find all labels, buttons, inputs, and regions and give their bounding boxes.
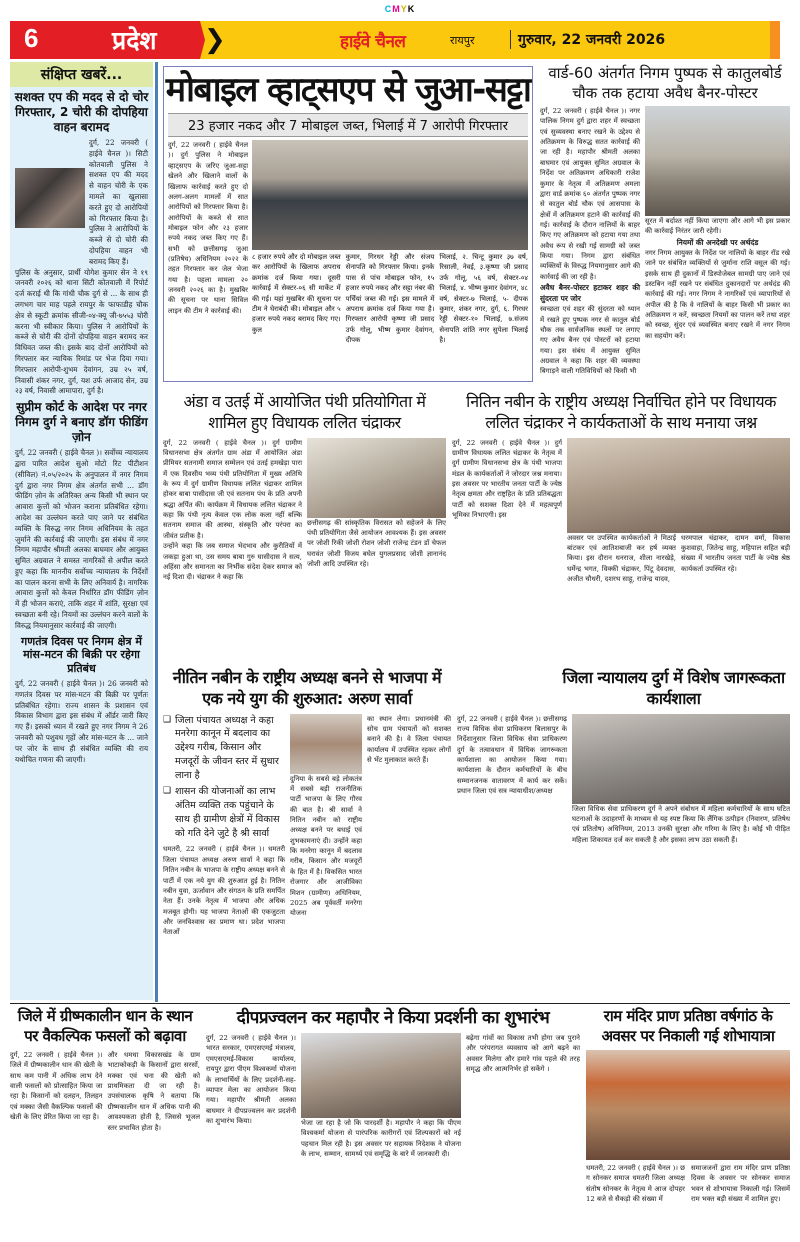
section-banner — [10, 21, 205, 59]
section-divider — [10, 1003, 790, 1004]
lead-story — [163, 66, 533, 382]
lead-column: दुर्ग, 22 जनवरी ( हाईवे चैनल )। दुर्ग पुलिस ने मोबाइल व्हाट्सएप के जरिए जुआ-सट्टा खेलने और खिलाने वालों के खिलाफ कार्रवाई करते हुए दो अलग-अलग मामलों में सात आरोपियों को गिरफ्तार किया है। आरोपियों के कब्जे से सात मोबाइल फोन और २३ हजार रुपये नकद जब्त किए गए हैं। सभी को छत्तीसगढ़ जुआ (प्रतिषेध) अधिनियम २०२२ के तहत गिरफ्तार कर जेल भेजा गया है। पहला मामला २० जनवरी २०२६ का है। मुखबिर की सूचना पर थाना सिविल लाइन की टीम ने कार्रवाई की। — [168, 141, 248, 315]
ward-body: नगर निगम आयुक्त के निर्देश पर नालियों के बाहर रॉड रखे जाने पर संबंधित व्यक्तियों से जुर्माना राशि वसूल की गई। इसके साथ ही दुकानों में डिस्पोजेबल सामग्री पाए जाने एवं डस्टबिन नहीं रखने पर संबंधित दुकानदारों पर अर्थदंड की कार्रवाई की गई। नगर निगम ने नागरिकों एवं व्यापारियों से अपील की है कि वे नालियों के बाहर किसी भी प्रकार का अतिक्रमण न करें, स्वच्छता नियमों का पालन करें तथा शहर को स्वच्छ, सुंदर एवं व्यवस्थित बनाए रखने में नगर निगम का सहयोग करें। — [645, 248, 790, 340]
dhan-story — [10, 1007, 200, 1237]
dhan-column: और धमधा विकासखंड के ग्राम भाटाकोकड़ी के किसानों द्वारा सरसों, मक्का एवं चना की खेती को प्राथमिकता दी जा रही है। उपसंचालक कृषि ने बताया कि ग्रीष्मकालीन धान में अधिक पानी की आवश्यकता होती है, जिससे भूजल स्तर प्रभावित होता है। — [107, 1051, 200, 1132]
deep-headline: दीपप्रज्वलन कर महापौर ने किया प्रदर्शनी का शुभारंभ — [236, 1008, 550, 1028]
masthead — [10, 21, 780, 59]
brief-body: पुलिस के अनुसार, प्रार्थी योगेश कुमार सेन ने १९ जनवरी २०२६ को थाना सिटी कोतवाली में रिपोर्ट दर्ज कराई थी कि गांधी चौक दुर्ग से ... के साथ ही लगभग चार माह पहले रायपुर के फाफाडीह चौक क्षेत्र से स्कूटी क्रमांक सीजी-०४-क्यू जी-७५५३ चोरी करना भी स्वीकार किया। पुलिस ने आरोपियों के कब्जे से चोरी की दोनों दोपहिया वाहन बरामद कर विधिवत जब्त की। इसके बाद दोनों आरोपियों को गिरफ्तार कर न्यायिक रिमांड पर भेज दिया गया। गिरफ्तार आरोपी-शुभम देवांगन, उम्र २५ वर्ष, निवासी शंकर नगर, दुर्ग, यश उर्फ आजाद सेन, उम्र २३ वर्ष, निवासी आमापारा, दुर्ग है। — [15, 267, 148, 396]
panthi-photo — [307, 438, 446, 518]
sarva-column: धमतरी, 22 जनवरी ( हाईवे चैनल )। धमतरी जिला पंचायत अध्यक्ष अरुण सार्वा ने कहा कि नितिन नबीन के भाजपा के राष्ट्रीय अध्यक्ष बनने से पार्टी में एक नये युग की शुरुआत हुई है। नितिन नबीन युवा, ऊर्जावान और संगठन के प्रति समर्पित नेता हैं। उनके नेतृत्व में भाजपा और अधिक मजबूत होगी। यह भाजपा नेताओं की एकजुटता और जनविश्वास का प्रमाण था। प्रदेश भाजपा नेताओं — [163, 845, 285, 937]
briefs-column — [10, 62, 153, 1000]
brief-intro: दुर्ग, 22 जनवरी ( हाईवे चैनल )। सिटी कोतवाली पुलिस ने सशक्त एप की मदद से वाहन चोरी के एक मामले का खुलासा करते हुए दो आरोपियों को गिरफ्तार किया है। पुलिस ने आरोपियों के कब्जे से दो चोरी की दोपहिया वाहन भी बरामद किए हैं। — [89, 138, 148, 266]
ward-body: स्वच्छता एवं शहर की सुंदरता को ध्यान में रखते हुए पुष्पक नगर से कातुल बोर्ड चौक तक सार्वजनिक स्थलों पर लगाए गए अवैध बैनर एवं पोस्टरों को हटाया गया। इस संबंध में आयुक्त सुमित अग्रवाल ने कहा कि शहर की व्यवस्था बिगाड़ने वाली गतिविधियों को किसी भी — [540, 305, 640, 376]
nitin-column: अवसर पर उपस्थित कार्यकर्ताओं ने मिठाई बांटकर एवं आतिशबाजी कर हर्ष व्यक्त किया। इस दौरान धनराज, शीला नारखेड़े, धर्मेन्द्र भगत, विक्की चंद्राकर, पिंटू देवदास, अजीत चौधरी, दशरथ साहू, राजेन्द्र यादव, — [567, 533, 676, 584]
nitin-column: दुर्ग, 22 जनवरी ( हाईवे चैनल )। दुर्ग ग्रामीण विधायक ललित चंद्राकर के नेतृत्व में दुर्ग ग्रामीण विधानसभा क्षेत्र के पंथी भाजपा मंडल के कार्यकर्ताओं ने जोरदार जश्न मनाया। इस अवसर पर भारतीय जनता पार्टी के ज्येष्ठ नेतृत्व क्षमता और राष्ट्रहित के प्रति प्रतिबद्धता पार्टी को सशक्त दिशा देने में महत्वपूर्ण भूमिका निभाएगी। इस — [452, 438, 562, 520]
brief-headline: सशक्त एप की मदद से दो चोर गिरफ्तार, 2 चोरी की दोपहिया वाहन बरामद — [14, 90, 149, 134]
court-column: दुर्ग, 22 जनवरी ( हाईवे चैनल )। छत्तीसगढ़ राज्य विधिक सेवा प्राधिकरण बिलासपुर के निर्देशानुसार जिला विधिक सेवा प्राधिकरण दुर्ग के तत्वावधान में विधिक जागरूकता कार्यशाला का आयोजन किया गया। कार्यशाला के दौरान कर्मचारियों के बीच सम्मानजनक वातावरण में कार्य कर सकें। प्रधान जिला एवं सत्र न्यायाधीश/अध्यक्ष — [457, 714, 567, 796]
masthead-accent — [770, 21, 780, 59]
print-mark-magenta: M — [392, 4, 401, 14]
ward-body: दुर्ग, 22 जनवरी ( हाईवे चैनल )। नगर पालिक निगम दुर्ग द्वारा शहर में स्वच्छता एवं सुव्यवस्था बनाए रखने के उद्देश्य से अतिक्रमण के विरुद्ध सतत कार्रवाई की जा रही है। महापौर श्रीमती अलका बाघमार एवं आयुक्त सुमित अग्रवाल के निर्देश पर अतिक्रमण अधिकारी राजेश कुमार के नेतृत्व में अतिक्रमण अमला द्वारा वार्ड क्रमांक ६० अंतर्गत पुष्पक नगर से कातुल बोर्ड चौक एवं आसपास के क्षेत्रों में अतिक्रमण हटाने की कार्रवाई की गई। कार्रवाई के दौरान नालियों के बाहर किए गए अतिक्रमण को हटाया गया तथा अवैध रूप से रखी गई सामग्री को जब्त किया गया। निगम द्वारा संबंधित व्यक्तियों के विरुद्ध नियमानुसार आगे की कार्रवाई की जा रही है। — [540, 107, 640, 281]
brief-headline: सुप्रीम कोर्ट के आदेश पर नगर निगम दुर्ग ने बनाए डॉग फीडिंग ज़ोन — [15, 400, 148, 445]
print-mark-yellow: Y — [400, 4, 408, 14]
edition-city: रायपुर — [450, 34, 475, 47]
sarva-column: दुनिया के सबसे बड़े लोकतंत्र में सबसे बड़ी राजनीतिक पार्टी भाजपा के लिए गौरव की बात है। श्री सार्वा ने नितिन नबीन को राष्ट्रीय अध्यक्ष बनने पर बधाई एवं शुभकामनाएं दी। उन्होंने कहा कि मनरेगा कानून में बदलाव गरीब, किसान और मजदूरों के हित में है। विकसित भारत रोजगार और आजीविका मिशन (ग्रामीण) अधिनियम, 2025 अब पूर्ववर्ती मनरेगा योजना — [290, 774, 362, 918]
nitin-story — [452, 392, 790, 662]
ram-column: धमतरी, 22 जनवरी ( हाईवे चैनल )। छ ग सोनकर समाज धमतरी जिला अध्यक्ष संतोष सोनकर के नेतृत्व मे आज दोपहर 12 बजे से सैकड़ो की संख्या में — [586, 1164, 685, 1204]
issue-date: गुरुवार, 22 जनवरी 2026 — [510, 30, 665, 49]
court-photo — [572, 714, 790, 804]
court-headline: जिला न्यायालय दुर्ग में विशेष जागरूकता कार्यशाला — [562, 668, 785, 708]
panthi-story — [163, 392, 446, 662]
column-divider — [155, 62, 158, 1002]
print-color-marks — [0, 4, 800, 14]
briefs-header: संक्षिप्त खबरें... — [10, 62, 153, 87]
deep-column: बढ़ेगा गांवों का विकास तभी होगा जब पुराने और परंपरागत व्यवसाय को आगे बढ़ने का अवसर मिलेगा और हमारे गांव पहले की तरह समृद्ध और आत्मनिर्भर हो सकेंगे । — [466, 1034, 580, 1074]
brief-body: दुर्ग, 22 जनवरी ( हाईवे चैनल )। 26 जनवरी को गणतंत्र दिवस पर मांस-मटन की बिक्री पर पूर्णतः प्रतिबंधित रहेगा। राज्य शासन के प्रशासन एवं विकास विभाग द्वारा इस संबंध में ऑर्डर जारी किए गए हैं। इसको ध्यान में रखते हुए नगर निगम ने 26 जनवरी को पशुवध गृहों और मांस-मटन के ... जाने पर जोर के साथ ही संबंधित व्यक्ति की राय यथोचित गणना की जाएगी। — [15, 678, 148, 764]
nitin-column: धरमपाल चंद्राकर, दामन वर्मा, विकास कुशवाहा, जितेन्द्र साहू, महिपाल सहित बड़ी संख्या में भारतीय जनता पार्टी के ज्येष्ठ श्रेष्ठ कार्यकर्ता उपस्थित रहे। — [681, 533, 790, 573]
brief-body: दुर्ग, 22 जनवरी ( हाईवे चैनल )। सर्वोच्च न्यायालय द्वारा पारित आदेश सुओ मोटो रिट पीटीशन (सीविल) नं.०५/२०२५ के अनुपालन में नगर निगम दुर्ग द्वारा नगर निगम क्षेत्र अंतर्गत सभी ... डॉग फीडिंग ज़ोन के अतिरिक्त अन्य किसी भी स्थान पर आवारा कुत्तों को भोजन कराना प्रतिबंधित रहेगा। आदेश का उल्लंघन करते पाए जाने पर संबंधित व्यक्ति के विरुद्ध नगर निगम अधिनियम के तहत जुर्माने की कार्रवाई की जाएगी। इस संबंध में नगर निगम महापौर श्रीमती अलका बाघमार और आयुक्त सुमित अग्रवाल ने समस्त नागरिकों से अपील करते हुए कहा कि माननीय सर्वोच्च न्यायालय के निर्देशों का पालन करना सभी के लिए अनिवार्य है। नागरिक आवारा कुत्तों को केवल निर्धारित डॉग फीडिंग ज़ोन में ही भोजन कराएं, ताकि शहर में शांति, सुरक्षा एवं स्वच्छता बनी रहे। नियमों का उल्लंघन करने वालों के विरुद्ध नियमानुसार कार्रवाई की जाएगी। — [15, 448, 148, 630]
nitin-photo — [567, 438, 790, 533]
brief-photo — [15, 168, 85, 228]
newspaper-brand: हाईवे चैनल — [340, 32, 406, 52]
chevron-right-icon: ❯ — [204, 25, 226, 55]
page-number: 6 — [24, 23, 39, 53]
ward-subhead: अवैध बैनर-पोस्टर हटाकर शहर की सुंदरता पर जोर — [540, 283, 640, 304]
print-mark-cyan: C — [384, 4, 393, 14]
court-story — [457, 668, 790, 998]
deep-photo — [301, 1033, 461, 1118]
highlight-bullet: ❑ जिला पंचायत अध्यक्ष ने कहा मनरेगा कानून में बदलाव का उद्देश्य गरीब, किसान और मजदूरों के जीवन स्तर में सुधार लाना है — [163, 714, 285, 783]
ram-column: समाजजनों द्वारा राम मंदिर प्राण प्रतिष्ठा दिवस के अवसर पर सोनकर समाज भवन से शोभायात्रा निकाली गई। जिसमें राम भक्त बड़ी संख्या में शामिल हुए। — [691, 1164, 790, 1204]
dhan-headline: जिले में ग्रीष्मकालीन धान के स्थान पर वैकल्पिक फसलों को बढ़ावा — [17, 1007, 193, 1045]
ward-subhead: नियमों की अनदेखी पर अर्थदंड — [676, 237, 759, 247]
panthi-column: दुर्ग, 22 जनवरी ( हाईवे चैनल )। दुर्ग ग्रामीण विधानसभा क्षेत्र अंतर्गत ग्राम अंडा में आयोजित अंडा प्रीमियर सतनामी समाज सम्मेलन एवं उतई हमखेड़ा पारा में एक दिवसीय भव्य पंथी प्रतियोगिता में मुख्य अतिथि के रूप में दुर्ग ग्रामीण विधायक ललित चंद्राकर शामिल होकर बाबा पासीदास जी एवं सतनाम पंथ के प्रति अपनी श्रद्धा अर्पित की। कार्यक्रम में विधायक ललित चंद्राकर ने कहा कि पंथी नृत्य केवल एक लोक कला नहीं बल्कि सतनाम समाज की आस्था, संस्कृति और परंपरा का जीवंत प्रतीक है। — [163, 438, 302, 540]
ward-photo — [645, 106, 790, 216]
sarva-column: का स्थान लेगा। प्रधानमंत्री की सोच ग्राम पंचायतों को सशक्त बनाने की है। वे जिला पंचायत कार्यालय में उपस्थित रहकर लोगों से भेंट मुलाकात करते हैं। — [367, 714, 451, 765]
ram-photo — [586, 1050, 790, 1160]
deep-story — [206, 1007, 580, 1237]
highlight-bullet: ❑ शासन की योजनाओं का लाभ अंतिम व्यक्ति तक पहुंचाने के साथ ही ग्रामीण क्षेत्रों में विकास को गति देने जुटे है श्री सार्वा — [163, 785, 285, 840]
lead-headline: मोबाइल व्हाट्सएप से जुआ-सट्टा — [165, 70, 531, 110]
ward-story — [540, 64, 790, 384]
deep-column: दुर्ग, 22 जनवरी ( हाईवे चैनल )। भारत सरकार, एमएसएमई मंत्रालय, एमएसएमई-विकास कार्यालय, रायपुर द्वारा पीएम विश्वकर्मा योजना के लाभार्थियों के लिए प्रदर्शनी-सह-व्यापार मेला का आयोजन किया गया। महापौर श्रीमती अलका बाघमार ने दीपप्रज्वलन कर प्रदर्शनी का शुभारंभ किया। — [206, 1034, 296, 1125]
panthi-column: छत्तीसगढ़ की सांस्कृतिक विरासत को सहेजने के लिए पंथी प्रतियोगिता जैसे आयोजन आवश्यक हैं। इस अवसर पर जोशी रिकी जोशी रोशन जोशी राजेन्द्र टंडन डॉ चेफल घरावंत जोशी विजय बघेल युगलप्रसाद जोशी ज्ञानानंद जोशी आदि उपस्थित रहे। — [307, 518, 446, 569]
lead-column: कुमार, गिरधर रेड्डी और संजय सेनापति को गिरफ्तार किया। इनके पास से पांच मोबाइल फोन, १५ हजार रुपये नकद और सट्टा नंबर की पर्चियां जब्त की गईं। इस मामले में अपराध क्रमांक दर्ज किया गया है। गिरफ्तार आरोपी कृष्णा जी प्रसाद उर्फ गोलू, भीष्म कुमार देवांगन, दीपक — [345, 253, 435, 344]
sarva-photo — [290, 714, 362, 774]
court-column: जिला विधिक सेवा प्राधिकरण दुर्ग ने अपने संबोधन में महिला कर्मचारियों के साथ घटित घटनाओं के उदाहरणों के माध्यम से यह स्पष्ट किया कि लैंगिक उत्पीड़न (निवारण, प्रतिषेध एवं प्रतितोष) अधिनियम, 2013 उनकी सुरक्षा और गरिमा के लिए है। कोई भी पीड़ित महिला शिकायत दर्ज कर सकती है और इसका लाभ उठा सकती हैं। — [572, 804, 790, 844]
ward-body: सूरत में बर्दाश्त नहीं किया जाएगा और आगे भी इस प्रकार की कार्रवाई निरंतर जारी रहेगी। — [645, 217, 790, 236]
print-mark-black: K — [407, 4, 416, 14]
dhan-column: दुर्ग, 22 जनवरी ( हाईवे चैनल )। जिले में ग्रीष्मकालीन धान की खेती के साथ कम पानी में अधिक लाभ देने वाली फसलों को प्रोत्साहित किया जा रहा है। किसानों को दलहन, तिलहन एवं मक्का जैसी वैकल्पिक फसलों की खेती के लिए प्रेरित किया जा रहा है। — [10, 1051, 103, 1122]
lead-column: भिलाई, २. चिन्टू कुमार ३७ वर्ष, रिसाली, नेवई, ३.कृष्णा जी प्रसाद उर्फ गोलू, ५६ वर्ष, सेक्टर-०४ भिलाई, ४. भीष्म कुमार देवांगन, ४८ वर्ष, सेक्टर-७ भिलाई, ५- दीपक कुमार, शंकर नगर, दुर्ग, ६. गिरधर रेड्डी सेक्टर-१० भिलाई, ७.संजय सेनापति शांति नगर सुपेला भिलाई है। — [439, 253, 529, 344]
ram-headline: राम मंदिर प्राण प्रतिष्ठा वर्षगांठ के अवसर पर निकाली गई शोभायात्रा — [601, 1007, 775, 1045]
deep-column: भेजा जा रहा है जो कि पारदर्शी है। महापौर ने कहा कि पीएम विश्वकर्मा योजना से पारंपरिक कारीगरों एवं शिल्पकारों को नई पहचान मिल रही है। इस अवसर पर सहायक निदेशक ने योजना के लाभ, सम्मान, सामर्थ्य एवं समृद्धि के बारे में जानकारी दी। — [301, 1119, 461, 1159]
sarva-story — [163, 668, 451, 998]
section-title: प्रदेश — [112, 26, 157, 55]
ward-headline: वार्ड-60 अंतर्गत निगम पुष्पक से कातुलबोर्ड चौक तक हटाया अवैध बैनर-पोस्टर — [548, 64, 782, 102]
lead-photo — [252, 140, 528, 250]
lead-column: ८ हजार रुपये और दो मोबाइल जब्त कर आरोपियों के खिलाफ अपराध क्रमांक दर्ज किया गया। दूसरी कार्रवाई में सेक्टर-०६ सी मार्केट में की गई। यहां मुखबिर की सूचना पर टीम ने घेराबंदी की। मोबाइल और ५ हजार रुपये नकद बरामद किए गए। कुल — [252, 253, 341, 334]
sarva-headline: नीतिन नबीन के राष्ट्रीय अध्यक्ष बनने से भाजपा में एक नये युग की शुरुआत: अरुण सार्वा — [172, 668, 442, 708]
brief-headline: गणतंत्र दिवस पर निगम क्षेत्र में मांस-मटन की बिक्री पर रहेगा प्रतिबंध — [21, 634, 142, 676]
panthi-column: उन्होंने कहा कि जब समाज भेदभाव और कुरीतियों में जकड़ा हुआ था, उस समय बाबा गुरु घासीदास ने सत्य, अहिंसा और समानता का निर्भीक संदेश देकर समाज को नई दिशा दी। चंद्राकर ने कहा कि — [163, 542, 302, 582]
nitin-headline: नितिन नबीन के राष्ट्रीय अध्यक्ष निर्वाचित होने पर विधायक ललित चंद्राकर ने कार्यकताओं के साथ मनाया जश्न — [466, 392, 776, 432]
ram-story — [586, 1007, 790, 1237]
lead-subheadline: 23 हजार नकद और 7 मोबाइल जब्त, भिलाई में 7 आरोपी गिरफ्तार — [168, 113, 528, 137]
panthi-headline: अंडा व उतई में आयोजित पंथी प्रतियोगिता में शामिल हुए विधायक ललित चंद्राकर — [183, 392, 426, 432]
